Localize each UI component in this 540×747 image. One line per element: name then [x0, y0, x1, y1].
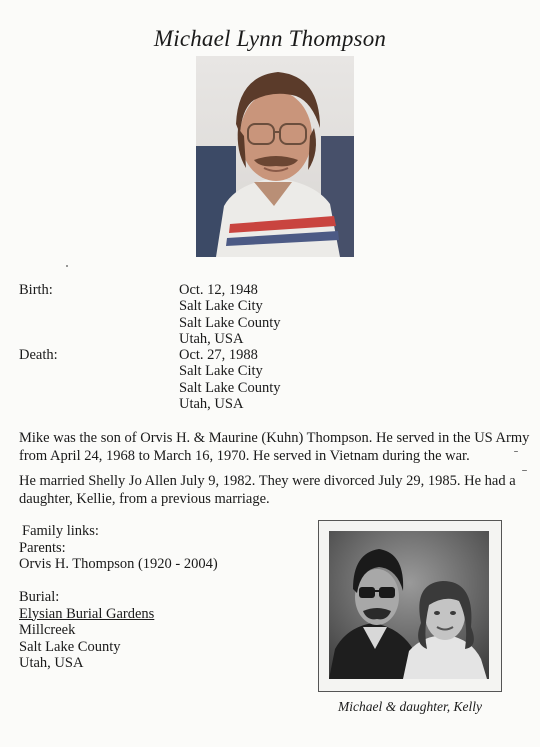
photo-caption: Michael & daughter, Kelly [338, 699, 482, 714]
family-links-heading: Family links: [22, 523, 99, 539]
death-details [179, 347, 281, 413]
bio-paragraph-1: Mike was the son of Orvis H. & Maurine (Kuhn) Thompson. He served in the US Army from April 24, 1968 to March 16, 1970. He served in Vietnam during the war. [19, 430, 530, 464]
family-photo [329, 531, 489, 679]
birth-label: Birth: [19, 282, 53, 298]
scan-speck [514, 451, 518, 452]
death-date: Oct. 27, 1988 [179, 347, 258, 363]
family-photo-frame [318, 520, 502, 692]
scan-speck [66, 265, 68, 267]
burial-place-link[interactable]: Elysian Burial Gardens [19, 605, 155, 622]
burial-county: Salt Lake County [19, 638, 121, 655]
portrait-photo [196, 56, 354, 257]
parents-label: Parents: [19, 539, 66, 556]
family-links [19, 523, 218, 672]
parent-link[interactable]: Orvis H. Thompson (1920 - 2004) [19, 556, 218, 572]
burial-state: Utah, USA [19, 655, 84, 671]
birth-city: Salt Lake City [179, 298, 263, 315]
death-county: Salt Lake County [179, 379, 281, 396]
spacer [19, 573, 218, 590]
birth-date: Oct. 12, 1948 [179, 282, 258, 298]
page-title: Michael Lynn Thompson [153, 26, 387, 51]
burial-label: Burial: [19, 589, 60, 605]
birth-county: Salt Lake County [179, 314, 281, 331]
death-label: Death: [19, 347, 58, 363]
death-city: Salt Lake City [179, 363, 263, 380]
birth-state: Utah, USA [179, 331, 244, 348]
scan-speck [522, 470, 527, 471]
bio-paragraph-2: He married Shelly Jo Allen July 9, 1982. They were divorced July 29, 1985. He had a daughter, Kellie, from a previous marriage. [19, 473, 516, 507]
birth-details [179, 282, 281, 348]
death-state: Utah, USA [179, 396, 244, 413]
burial-city: Millcreek [19, 622, 76, 638]
